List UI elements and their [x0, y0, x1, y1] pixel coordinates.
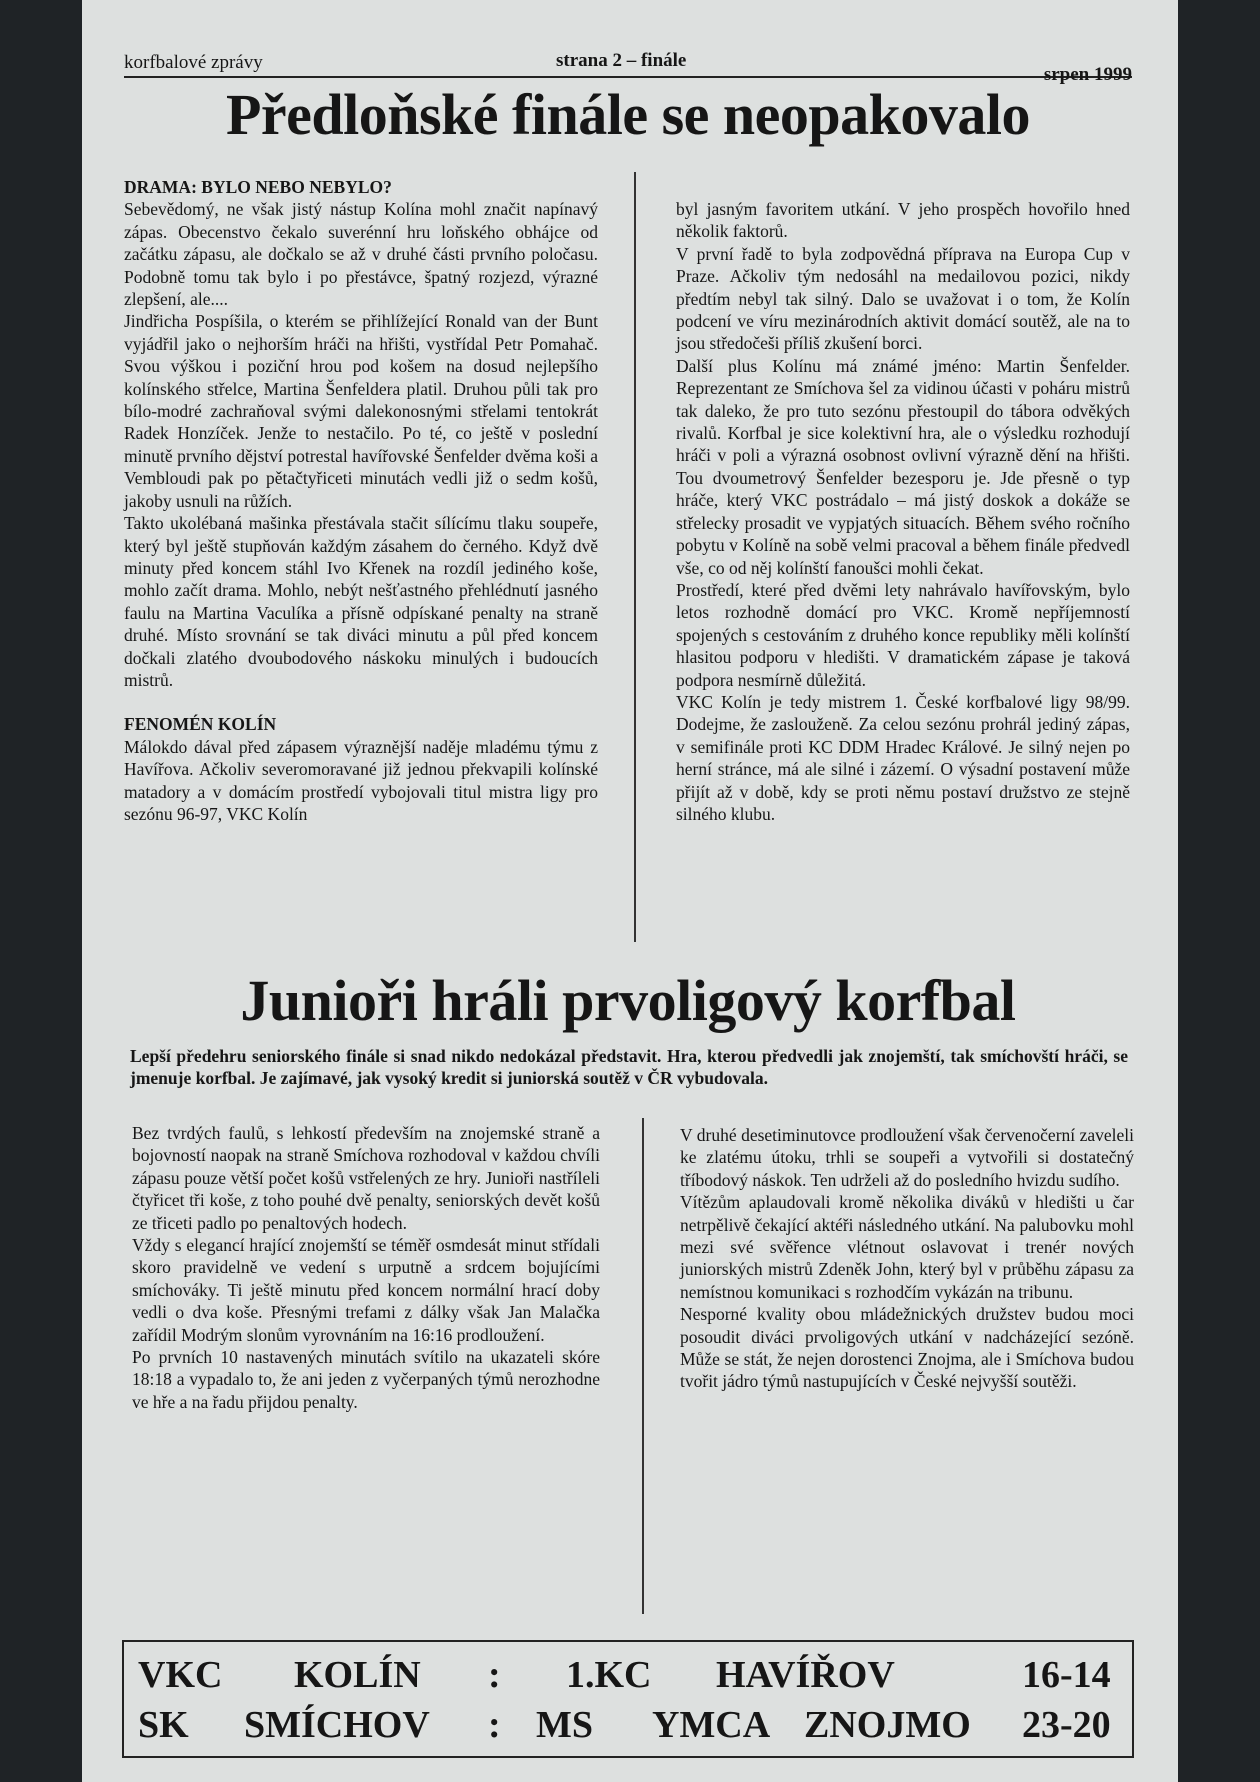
- result-row: [124, 1652, 1132, 1698]
- article-2-paragraph: Vždy s elegancí hrající znojemští se téměř osmdesát minut střídali skoro pravidelně ve vedení s urputně a srdcem bojujícími smíchováky. Ti ještě minutu před koncem normální hrací doby vedli o dva koše. Přesnými trefami z dálky však Jan Malačka zařídil Modrým slonům vyrovnáním na 16:16 prodloužení.: [132, 1235, 600, 1345]
- publication-name: korfbalové zprávy: [124, 52, 263, 73]
- column-divider: [634, 172, 636, 942]
- result-row: [124, 1702, 1132, 1748]
- article-1-column-1: [124, 176, 598, 825]
- article-2-column-2: [680, 1124, 1134, 1393]
- article-1-column-2: [676, 198, 1130, 825]
- column-divider: [642, 1118, 644, 1614]
- home-team: KOLÍN: [294, 1654, 421, 1696]
- away-team: HAVÍŘOV: [716, 1654, 895, 1696]
- article-1-paragraph: Málokdo dával před zápasem výraznější naděje mladému týmu z Havířova. Ačkoliv severomoravané již jednou překvapili kolínské matadory a v domácím prostředí vybojovali titul mistra ligy pro sezónu 96-97, VKC Kolín: [124, 736, 598, 824]
- article-1-paragraph: VKC Kolín je tedy mistrem 1. České korfbalové ligy 98/99. Dodejme, že zaslouženě. Za celou sezónu prohrál jediný zápas, v semifinále proti KC DDM Hradec Králové. Je silný nejen po herní stránce, má ale silné i zázemí. O výsadní postavení může přijít až v době, kdy se proti němu postaví družstvo ze stejně silného klubu.: [676, 691, 1130, 824]
- article-2-paragraph: V druhé desetiminutovce prodloužení však červenočerní zaveleli ke zlatému útoku, trhli se soupeři a vytvořili si dostatečný tříbodový náskok. Ten udrželi až do posledního hvizdu sudího.: [680, 1125, 1134, 1190]
- score-separator: :: [488, 1704, 501, 1746]
- article-1-paragraph: Sebevědomý, ne však jistý nástup Kolína mohl značit napínavý zápas. Obecenstvo čekalo suverénní hru loňského obhájce od začátku zápasu, ale dočkalo se až v druhé části prvního poločasu. Podobně tomu tak bylo i po přestávce, špatný rozjezd, výrazné zlepšení, ale....: [124, 199, 598, 310]
- article-2-paragraph: Po prvních 10 nastavených minutách svítilo na ukazateli skóre 18:18 a vypadalo to, že ani jeden z vyčerpaných týmů nerozhodne ve hře a na řadu přijdou penalty.: [132, 1347, 600, 1412]
- article-1-paragraph: Jindřicha Pospíšila, o kterém se přihlížející Ronald van der Bunt vyjádřil jako o nejhorším hráči na hřišti, vystřídal Petr Pomahač. Svou výškou i poziční hrou pod košem na dosud nejlepšího kolínského střelce, Martina Šenfeldera platil. Druhou půli tak pro bílo-modré zachraňoval svými dalekonosnými střelami tentokrát Radek Honzíček. Jenže to nestačilo. Po té, co ještě v poslední minutě prvního dějství potrestal havířovské Šenfelder dvěma koši a Vembloudi pak po pětačtyřiceti minutách vedli již o sedm košů, jakoby usnuli na růžích.: [124, 311, 598, 511]
- away-team: YMCA: [652, 1704, 771, 1746]
- page-header: [124, 46, 1132, 85]
- section-heading-drama: DRAMA: BYLO NEBO NEBYLO?: [124, 177, 392, 197]
- away-team: ZNOJMO: [804, 1704, 971, 1746]
- article-1-title: Předloňské finále se neopakovalo: [225, 82, 1031, 147]
- results-box: [122, 1640, 1134, 1758]
- article-1-paragraph: V první řadě to byla zodpovědná příprava na Europa Cup v Praze. Ačkoliv tým nedosáhl na medailovou pozici, nikdy předtím nebyl tak silný. Dalo se uvažovat i o tom, že Kolín podcení ve víru mezinárodních aktivit domácí soutěž, ale na to jsou středočeši příliš zkušení borci.: [676, 243, 1130, 354]
- away-team: 1.KC: [566, 1654, 652, 1696]
- match-score: 16-14: [1022, 1654, 1111, 1696]
- match-score: 23-20: [1022, 1704, 1111, 1746]
- article-1-paragraph: Prostředí, které před dvěmi lety nahrávalo havířovským, bylo letos rozhodně domácí pro VKC. Kromě nepříjemností spojených s cestováním z druhého konce republiky měli kolínští hlasitou podporu v hledišti. V dramatickém zápase je taková podpora nesmírně důležitá.: [676, 579, 1130, 690]
- home-team: SMÍCHOV: [244, 1704, 430, 1746]
- article-1-paragraph: byl jasným favoritem utkání. V jeho prospěch hovořilo hned několik faktorů.: [676, 199, 1130, 242]
- section-heading-fenomen: FENOMÉN KOLÍN: [124, 714, 277, 735]
- article-2-paragraph: Nesporné kvality obou mládežnických družstev budou moci posoudit diváci prvoligových utkání v nadcházející sezóně. Může se stát, že nejen dorostenci Znojma, ale i Smíchova budou tvořit jádro týmů nastupujících v České nejvyšší soutěži.: [680, 1304, 1134, 1392]
- page-number: strana 2 – finále: [556, 50, 687, 71]
- score-separator: :: [488, 1654, 501, 1696]
- article-2-title: Junioři hráli prvoligový korfbal: [240, 968, 1016, 1033]
- article-1-paragraph: Další plus Kolínu má známé jméno: Martin Šenfelder. Reprezentant ze Smíchova šel za vidinou účasti v poháru mistrů tak daleko, že pro tuto sezónu přestoupil do tábora odvěkých rivalů. Korfbal je sice kolektivní hra, ale o výsledku rozhodují hráči v poli a výrazná osobnost ovlivní výrazně dění na hřišti. Tou dvoumetrový Šenfelder bezesporu je. Jde přesně o typ hráče, který VKC postrádalo – má jistý doskok a dokáže se střelecky prosadit ve vypjatých situacích. Během svého ročního pobytu v Kolíně na sobě velmi pracoval a během finále předvedl vše, co od něj kolínští fanoušci mohli čekat.: [676, 355, 1130, 578]
- article-2-lead: Lepší předehru seniorského finále si snad nikdo nedokázal představit. Hra, kterou předvedli jak znojemští, tak smíchovští hráči, se jmenuje korfbal. Je zajímavé, jak vysoký kredit si juniorská soutěž v ČR vybudovala.: [130, 1046, 1128, 1089]
- article-1-paragraph: Takto ukolébaná mašinka přestávala stačit sílícímu tlaku soupeře, který byl ještě stupňován každým zásahem do černého. Když dvě minuty před koncem stáhl Ivo Křenek na rozdíl jediného koše, mohlo začít drama. Mohlo, nebýt nešťastného přehlédnutí jasného faulu na Martina Vaculíka a přísně odpískané penalty na straně druhé. Místo srovnání se tak diváci minutu a půl před koncem dočkali zlatého dvoubodového náskoku minulých i budoucích mistrů.: [124, 513, 598, 690]
- home-team: VKC: [138, 1654, 223, 1696]
- away-team: MS: [536, 1704, 593, 1746]
- article-2-paragraph: Vítězům aplaudovali kromě několika diváků v hledišti u čar netrpělivě čekající aktéři následného utkání. Na palubovku mohl mezi své svěřence vlétnout oslavovat i trenér nových juniorských mistrů Zdeněk John, který byl v průběhu zápasu za nemístnou komunikaci s rozhodčím vykázán na tribunu.: [680, 1192, 1134, 1302]
- home-team: SK: [138, 1704, 189, 1746]
- article-2-column-1: [132, 1122, 600, 1413]
- issue-date: srpen 1999: [1043, 64, 1132, 85]
- article-2-paragraph: Bez tvrdých faulů, s lehkostí především na znojemské straně a bojovností naopak na straně Smíchova rozhodoval v každou chvíli zápasu pouze větší počet košů vstřelených ze hry. Junioři nastříleli čtyřicet tři koše, z toho pouhé dvě penalty, seniorských devět košů ze třiceti padlo po penaltových hodech.: [132, 1123, 600, 1233]
